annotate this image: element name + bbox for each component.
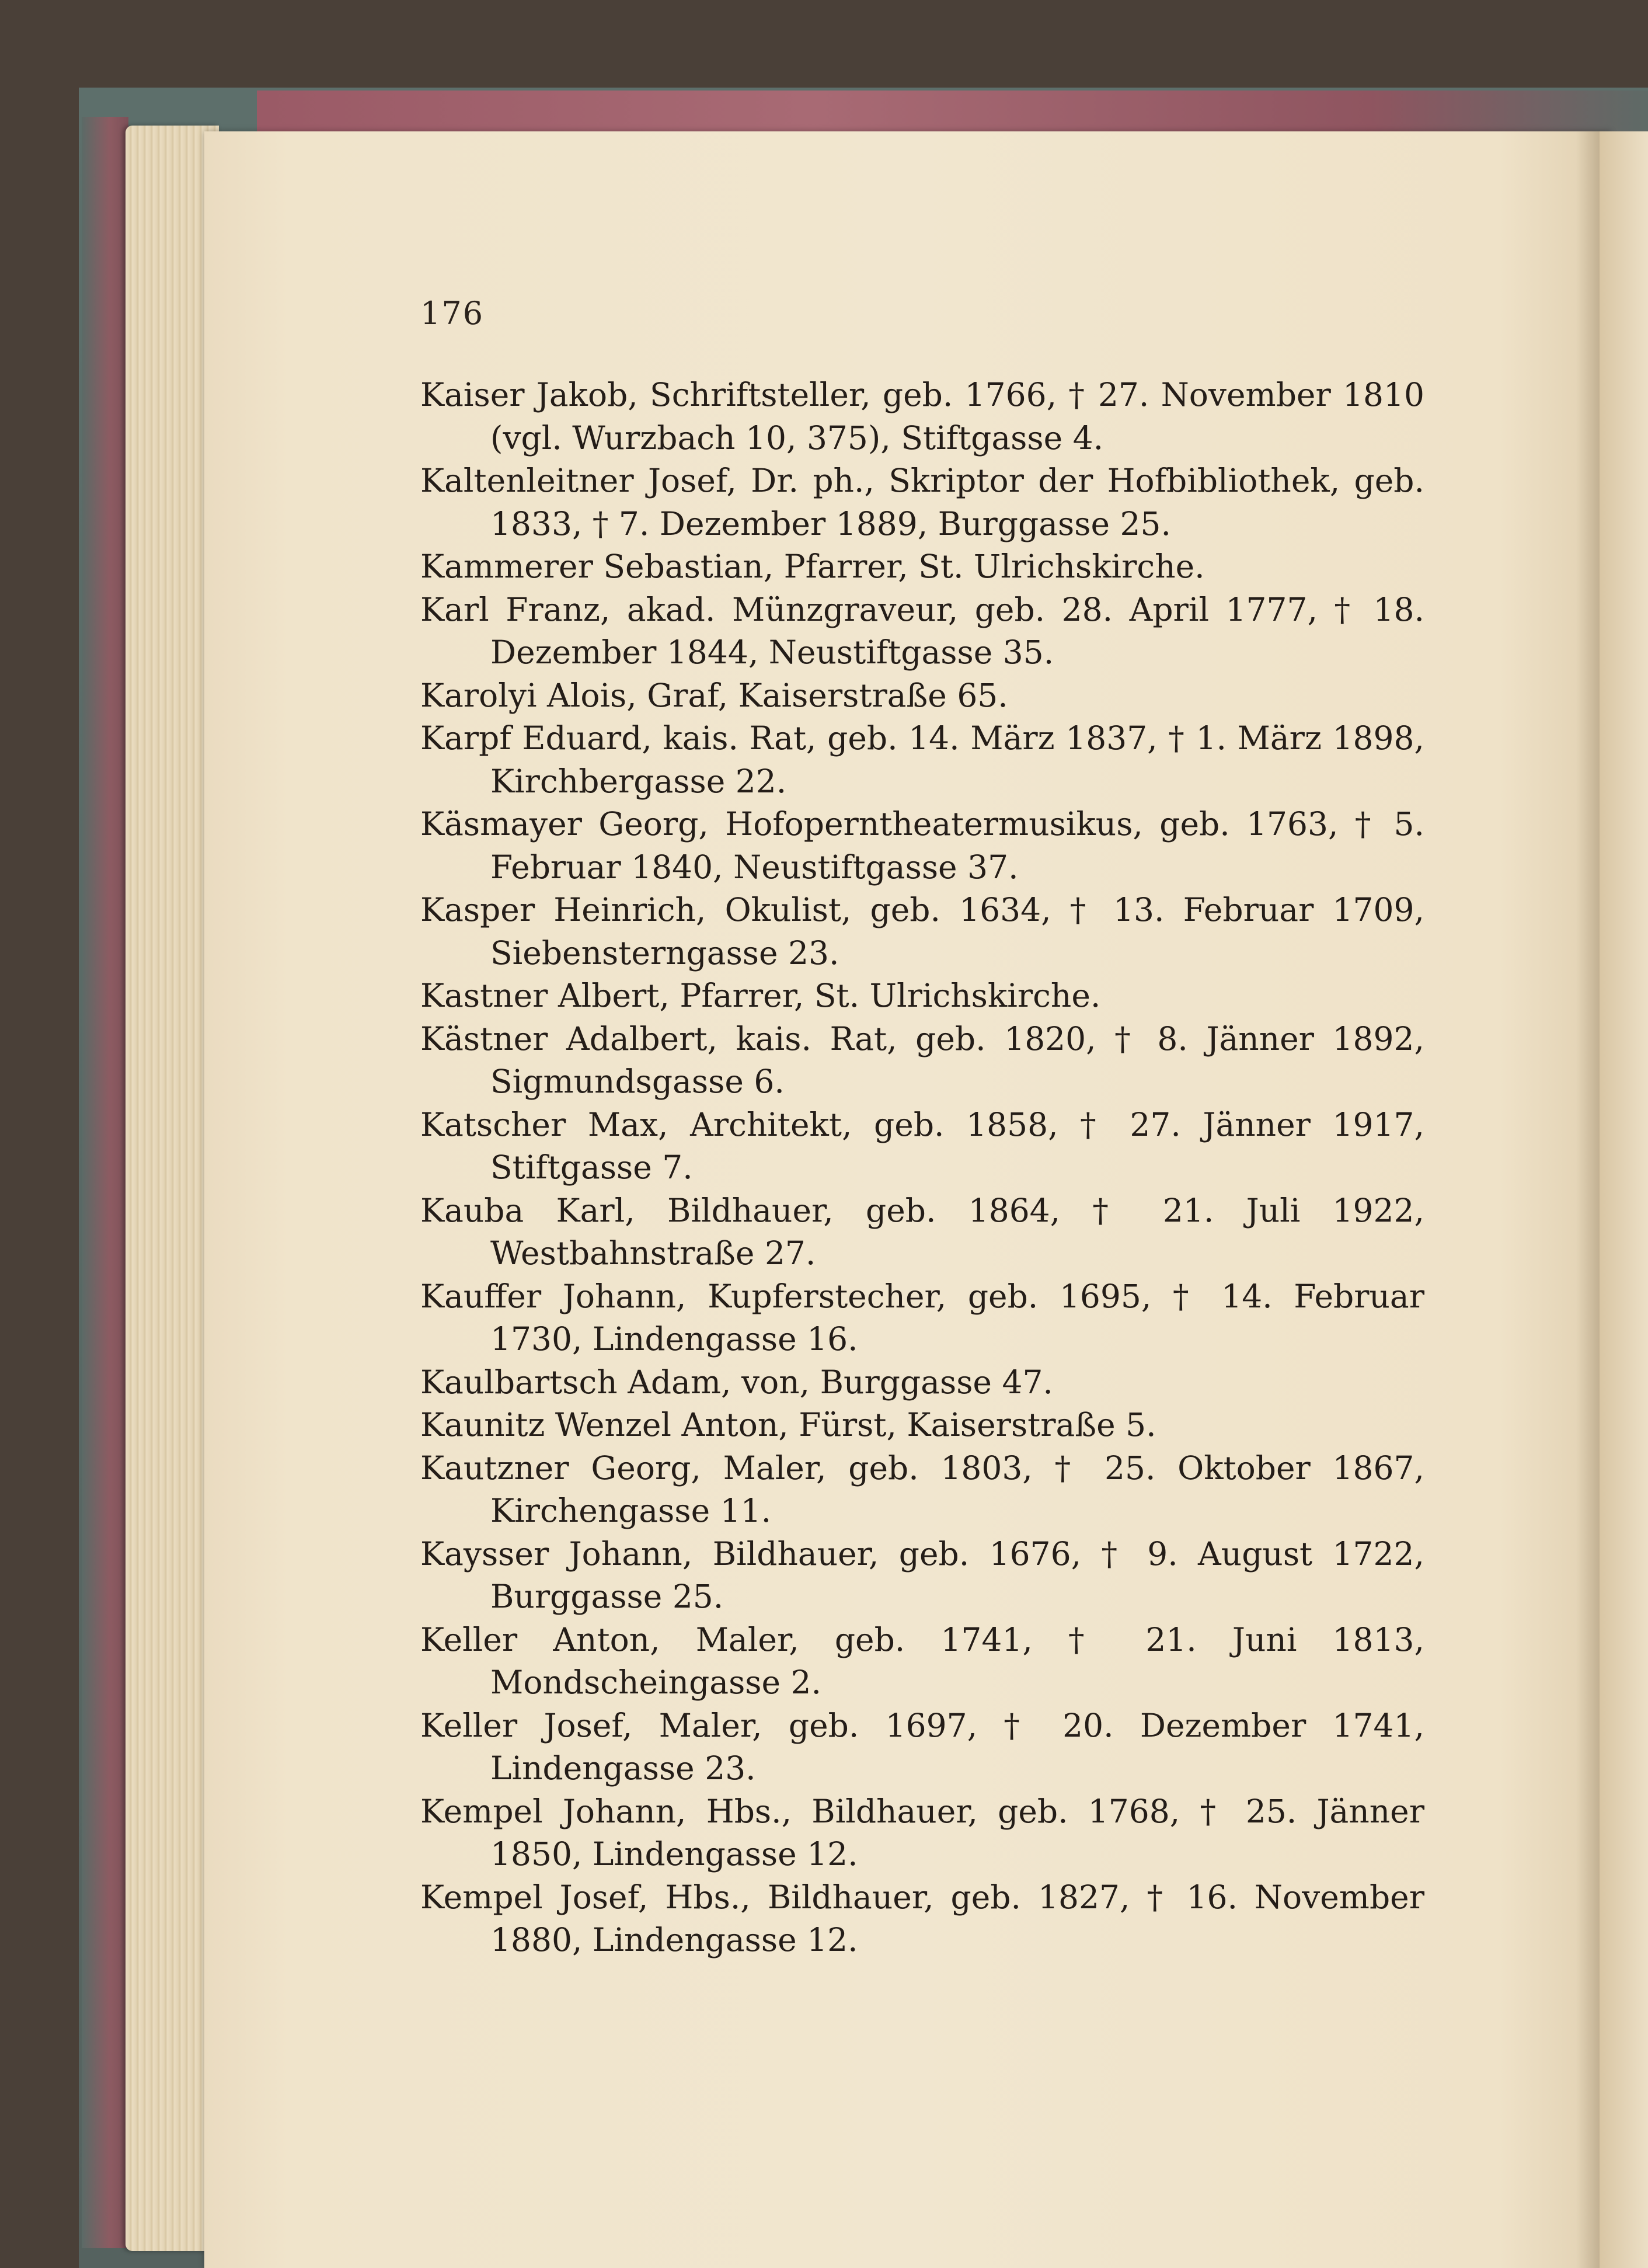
list-item: Kauffer Johann, Kupferstecher, geb. 1695, † 14. Februar 1730, Lindengasse 16. <box>420 1277 1424 1358</box>
entry-list <box>420 374 1424 1962</box>
cover-left-binding <box>82 117 128 2248</box>
list-item: Kauba Karl, Bildhauer, geb. 1864, † 21. Juli 1922, Westbahnstraße 27. <box>420 1191 1424 1272</box>
list-item: Kautzner Georg, Maler, geb. 1803, † 25. Oktober 1867, Kirchengasse 11. <box>420 1449 1424 1529</box>
list-item: Karpf Eduard, kais. Rat, geb. 14. März 1837, † 1. März 1898, Kirchbergasse 22. <box>420 719 1424 800</box>
list-item: Karl Franz, akad. Münzgraveur, geb. 28. April 1777, † 18. Dezember 1844, Neustiftgasse 35. <box>420 590 1424 671</box>
list-item: Kaysser Johann, Bildhauer, geb. 1676, † 9. August 1722, Burggasse 25. <box>420 1535 1424 1615</box>
list-item: Käsmayer Georg, Hofoperntheatermusikus, geb. 1763, † 5. Februar 1840, Neustiftgasse 37. <box>420 805 1424 886</box>
page-number: 176 <box>420 295 485 332</box>
list-item: Kasper Heinrich, Okulist, geb. 1634, † 13. Februar 1709, Siebensterngasse 23. <box>420 891 1424 972</box>
list-item: Keller Josef, Maler, geb. 1697, † 20. Dezember 1741, Lindengasse 23. <box>420 1706 1424 1787</box>
list-item: Katscher Max, Architekt, geb. 1858, † 27. Jänner 1917, Stiftgasse 7. <box>420 1105 1424 1186</box>
list-item: Kaulbartsch Adam, von, Burggasse 47. <box>420 1363 1053 1401</box>
list-item: Kastner Albert, Pfarrer, St. Ulrichskirche. <box>420 977 1101 1014</box>
list-item: Keller Anton, Maler, geb. 1741, † 21. Juni 1813, Mondscheingasse 2. <box>420 1620 1424 1701</box>
list-item: Karolyi Alois, Graf, Kaiserstraße 65. <box>420 676 1008 714</box>
facing-page-edge <box>1600 131 1648 2268</box>
list-item: Kaltenleitner Josef, Dr. ph., Skriptor der Hofbibliothek, geb. 1833, † 7. Dezember 1889, Burggasse 25. <box>420 462 1424 542</box>
list-item: Kammerer Sebastian, Pfarrer, St. Ulrichskirche. <box>420 548 1205 585</box>
list-item: Kaunitz Wenzel Anton, Fürst, Kaiserstraße 5. <box>420 1406 1156 1443</box>
list-item: Kästner Adalbert, kais. Rat, geb. 1820, † 8. Jänner 1892, Sigmundsgasse 6. <box>420 1020 1424 1100</box>
list-item: Kaiser Jakob, Schriftsteller, geb. 1766, † 27. November 1810 (vgl. Wurzbach 10, 375), Stiftgasse 4. <box>420 376 1424 457</box>
list-item: Kempel Johann, Hbs., Bildhauer, geb. 1768, † 25. Jänner 1850, Lindengasse 12. <box>420 1792 1424 1873</box>
list-item: Kempel Josef, Hbs., Bildhauer, geb. 1827, † 16. November 1880, Lindengasse 12. <box>420 1878 1424 1959</box>
